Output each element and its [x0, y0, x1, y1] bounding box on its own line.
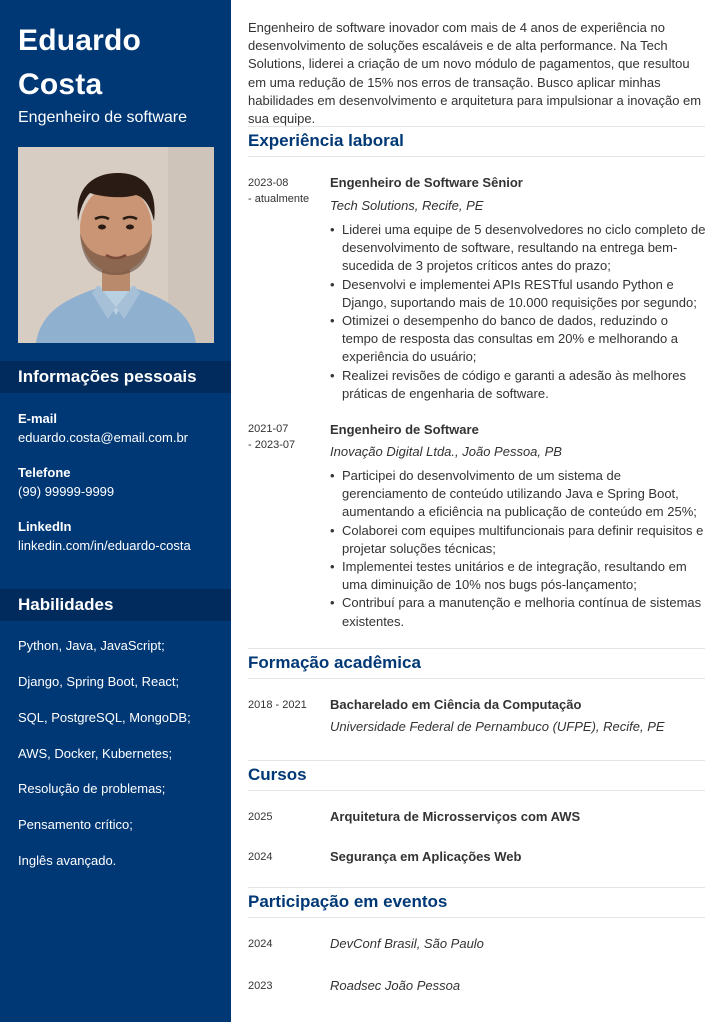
contact-value[interactable]: eduardo.costa@email.com.br: [18, 430, 188, 445]
date-start: 2021-07: [248, 423, 289, 435]
education-section-header: [248, 648, 705, 679]
skill-item: Django, Spring Boot, React;: [18, 674, 180, 689]
course-name: Segurança em Aplicações Web: [330, 849, 522, 864]
first-name: Eduardo: [18, 24, 142, 57]
bullet-item: • Realizei revisões de código e garanti a adesão às melhores práticas de engenharia de software.: [330, 367, 706, 403]
contact-phone: [18, 463, 114, 501]
bullet-item: • Colaborei com equipes multifuncionais para definir requisitos e projetar soluções técnicas;: [330, 522, 706, 558]
contact-label: E-mail: [18, 411, 58, 426]
job-dates: [248, 421, 295, 453]
bullet-item: • Desenvolvi e implementei APIs RESTful usando Python e Django, suportando mais de 10.000 requisições por segundo;: [330, 276, 706, 312]
job-bullets: [330, 467, 706, 631]
event-year: 2023: [248, 980, 273, 992]
personal-info-heading: Informações pessoais: [0, 361, 231, 393]
job-title-entry: Engenheiro de Software Sênior: [330, 175, 523, 190]
bullet-item: • Liderei uma equipe de 5 desenvolvedores no ciclo completo de desenvolvimento de software, resultando na entrega bem-sucedida de 3 projetos críticos antes do prazo;: [330, 221, 706, 276]
skill-item: Inglês avançado.: [18, 853, 117, 868]
course-name: Arquitetura de Microsserviços com AWS: [330, 809, 581, 824]
bullet-item: • Participei do desenvolvimento de um sistema de gerenciamento de conteúdo utilizando Java e Spring Boot, aumentando a eficiência na publicação de conteúdo em 25%;: [330, 467, 706, 522]
skill-item: SQL, PostgreSQL, MongoDB;: [18, 710, 191, 725]
date-end: - 2023-07: [248, 439, 296, 451]
date-start: 2023-08: [248, 177, 289, 189]
contact-label: Telefone: [18, 465, 71, 480]
skill-item: Pensamento crítico;: [18, 817, 133, 832]
date-end: - atualmente: [248, 193, 310, 205]
experience-section-header: [248, 126, 705, 157]
bullet-item: • Implementei testes unitários e de integração, resultando em uma diminuição de 10% nos bugs pós-lançamento;: [330, 558, 706, 594]
event-name: DevConf Brasil, São Paulo: [330, 936, 484, 951]
school-name: Universidade Federal de Pernambuco (UFPE), Recife, PE: [330, 719, 665, 734]
event-name: Roadsec João Pessoa: [330, 978, 461, 993]
section-title: Participação em eventos: [248, 892, 448, 911]
job-company: Tech Solutions, Recife, PE: [330, 198, 484, 213]
course-year: 2025: [248, 811, 273, 823]
skills-heading: Habilidades: [0, 589, 231, 621]
last-name: Costa: [18, 68, 103, 101]
contact-value[interactable]: (99) 99999-9999: [18, 484, 115, 499]
degree-title: Bacharelado em Ciência da Computação: [330, 697, 582, 712]
candidate-name: [18, 19, 218, 107]
portrait-photo-icon: [18, 147, 214, 343]
events-section-header: [248, 887, 705, 918]
courses-section-header: [248, 760, 705, 791]
profile-photo: [18, 147, 214, 343]
section-title: Formação acadêmica: [248, 653, 421, 672]
course-year: 2024: [248, 851, 273, 863]
contact-value[interactable]: linkedin.com/in/eduardo-costa: [18, 538, 191, 553]
job-dates: [248, 175, 309, 207]
professional-summary: Engenheiro de software inovador com mais de 4 anos de experiência no desenvolvimento de soluções escaláveis e de alta performance. Na Tech Solutions, liderei a criação de um novo módulo de pagamentos, que resultou em uma redução de 15% nos erros de transação. Busco aplicar minhas habilidades em desenvolvimento e arquitetura para impulsionar a inovação em sua equipe.: [248, 20, 702, 127]
job-title-entry: Engenheiro de Software: [330, 422, 479, 437]
section-title: Cursos: [248, 765, 307, 784]
event-year: 2024: [248, 938, 273, 950]
section-title: Experiência laboral: [248, 131, 404, 150]
bullet-item: • Otimizei o desempenho do banco de dados, reduzindo o tempo de resposta das consultas em 20% e melhorando a experiência do usuário;: [330, 312, 706, 367]
contact-linkedin: [18, 517, 191, 555]
education-dates: 2018 - 2021: [248, 699, 307, 711]
skill-item: AWS, Docker, Kubernetes;: [18, 746, 173, 761]
contact-email: [18, 409, 188, 447]
contact-label: LinkedIn: [18, 519, 72, 534]
skill-item: Python, Java, JavaScript;: [18, 638, 165, 653]
skill-item: Resolução de problemas;: [18, 781, 166, 796]
sidebar: [0, 0, 231, 1022]
job-bullets: [330, 221, 706, 403]
bullet-item: • Contribuí para a manutenção e melhoria contínua de sistemas existentes.: [330, 594, 706, 630]
job-company: Inovação Digital Ltda., João Pessoa, PB: [330, 444, 562, 459]
job-title: Engenheiro de software: [18, 109, 187, 126]
